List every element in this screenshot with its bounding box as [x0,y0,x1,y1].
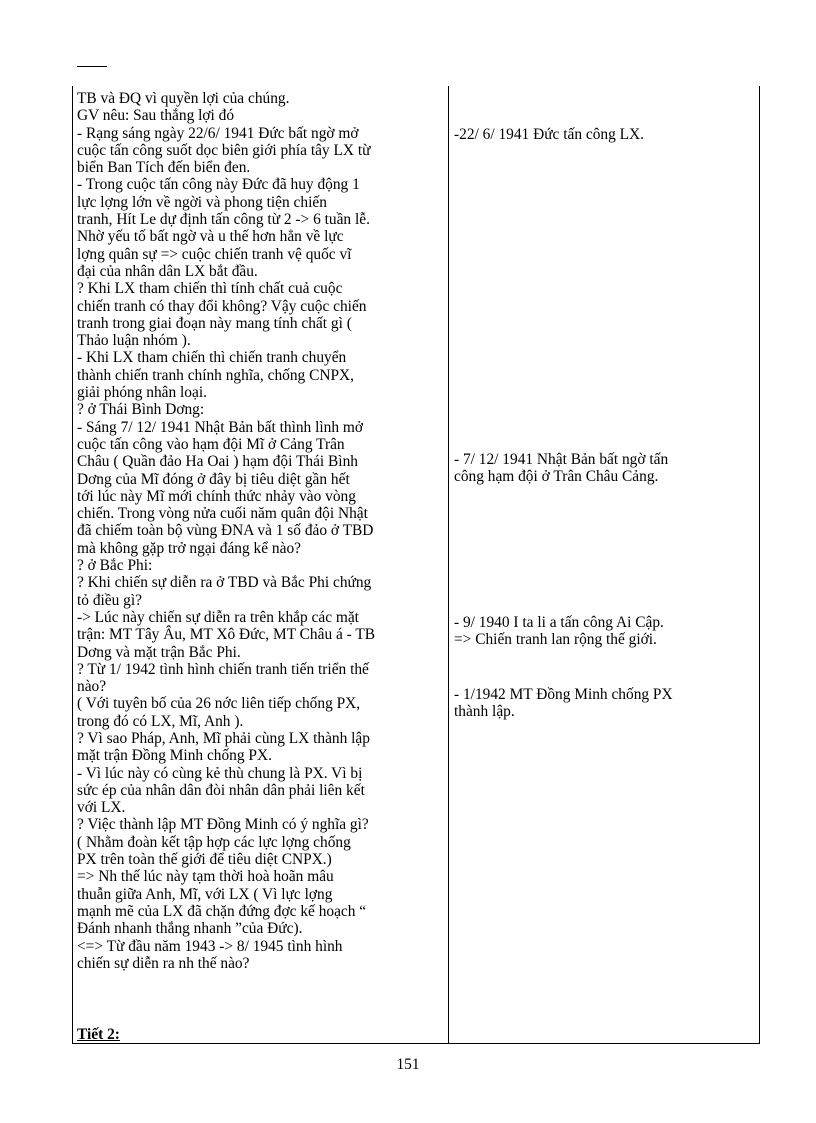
right-line: - 7/ 12/ 1941 Nhật Bản bất ngờ tấn [454,451,669,468]
left-line: tranh trong giai đoạn này mang tính chất gì ( [77,314,352,332]
left-line: cuộc tấn công vào hạm đội Mĩ ở Cảng Trân [77,435,345,453]
left-line: mà không gặp trở ngại đáng kể nào? [77,539,301,557]
left-line: ? Vì sao Pháp, Anh, Mĩ phải cùng LX thành lập [77,729,370,747]
left-line: giải phóng nhân loại. [77,384,207,402]
left-line: - Rạng sáng ngày 22/6/ 1941 Đức bất ngờ mở [77,124,359,142]
left-line: => Nh thế lúc này tạm thời hoà hoãn mâu [77,868,334,886]
left-line: -> Lúc này chiến sự diễn ra trên khắp các mặt [77,608,359,626]
left-line: ? ở Bắc Phi: [77,557,153,575]
left-line: biển Ban Tích đến biển đen. [77,159,251,177]
right-note-3 [454,614,754,649]
column-divider [448,86,449,1044]
left-line: - Khi LX tham chiến thì chiến tranh chuyển [77,349,347,367]
right-line: công hạm đội ở Trân Châu Cảng. [454,468,659,486]
left-line: ( Với tuyên bố của 26 nớc liên tiếp chống PX, [77,695,361,713]
left-line: ? Khi LX tham chiến thì tính chất cuả cuộc [77,280,343,298]
left-line: - Vì lúc này có cùng kẻ thù chung là PX. Vì bị [77,764,363,782]
left-line: chiến. Trong vòng nửa cuối năm quân đội Nhật [77,505,368,523]
right-line: - 9/ 1940 I ta li a tấn công Ai Cập. [454,614,664,631]
left-line: thuẫn giữa Anh, Mĩ, với LX ( Vì lực lợng [77,885,333,903]
right-line: => Chiến tranh lan rộng thế giới. [454,631,657,649]
right-note-4 [454,686,754,721]
left-line: ? Từ 1/ 1942 tình hình chiến tranh tiến triển thế [77,660,369,678]
left-line: đã chiếm toàn bộ vùng ĐNA và 1 số đảo ở TBD [77,522,374,540]
left-line: - Sáng 7/ 12/ 1941 Nhật Bản bất thình lình mở [77,418,364,436]
left-line: ? Việc thành lập MT Đồng Minh có ý nghĩa gì? [77,816,369,834]
left-line: trận: MT Tây Âu, MT Xô Đức, MT Châu á - TB [77,626,376,644]
left-line: ? ở Thái Bình Dơng: [77,401,205,419]
left-line: Thảo luận nhóm ). [77,332,191,350]
left-line: tranh, Hít Le dự định tấn công từ 2 -> 6 tuần lễ. [77,211,370,229]
left-line: PX trên toàn thế giới để tiêu diệt CNPX.) [77,851,332,869]
left-line: TB và ĐQ vì quyền lợi của chúng. [77,90,290,107]
left-line: - Trong cuộc tấn công này Đức đã huy động 1 [77,176,360,194]
left-line: mặt trận Đồng Minh chống PX. [77,747,272,765]
left-line: cuộc tấn công suốt dọc biên giới phía tây LX từ [77,141,371,159]
page-number: 151 [396,1056,420,1073]
right-note-1 [454,126,754,143]
left-line: tỏ điều gì? [77,591,142,609]
right-line: thành lập. [454,703,515,721]
left-line: chiến tranh có thay đổi không? Vậy cuộc chiến [77,297,367,315]
left-line: trong đó có LX, Mĩ, Anh ). [77,712,244,730]
left-line: chiến sự diễn ra nh thế nào? [77,954,250,972]
right-note-2 [454,451,754,486]
left-line: Dơng và mặt trận Bắc Phi. [77,643,241,661]
header-rule [77,66,107,67]
left-line: ? Khi chiến sự diễn ra ở TBD và Bắc Phi chứng [77,574,372,592]
left-line: ( Nhằm đoàn kết tập hợp các lực lợng chống [77,833,351,851]
left-line: lực lợng lớn về ngời và phong tiện chiến [77,193,327,211]
left-line: đại của nhân dân LX bắt đầu. [77,262,258,280]
section-heading: Tiết 2: [77,1026,120,1043]
left-line: tới lúc này Mĩ mới chính thức nhảy vào vòng [77,487,356,505]
left-line: Dơng của Mĩ đóng ở đây bị tiêu diệt gần hết [77,470,350,488]
right-line: - 1/1942 MT Đồng Minh chống PX [454,686,673,703]
left-line: sức ép của nhân dân đòi nhân dân phải liên kết [77,781,365,799]
left-line: lợng quân sự => cuộc chiến tranh vệ quốc vĩ [77,245,352,263]
left-column [77,90,439,972]
left-line: GV nêu: Sau thắng lợi đó [77,107,235,125]
left-line: nào? [77,678,107,696]
left-line: <=> Từ đầu năm 1943 -> 8/ 1945 tình hình [77,937,343,955]
right-line: -22/ 6/ 1941 Đức tấn công LX. [454,126,645,143]
left-line: Châu ( Quần đảo Ha Oai ) hạm đội Thái Bình [77,453,358,471]
left-line: thành chiến tranh chính nghĩa, chống CNPX, [77,366,354,384]
left-line: Nhờ yếu tố bất ngờ và u thế hơn hẳn về lực [77,228,344,246]
left-line: với LX. [77,799,126,817]
left-line: Đánh nhanh thắng nhanh ”của Đức). [77,920,303,938]
left-line: mạnh mẽ của LX đã chặn đứng đợc kế hoạch “ [77,902,367,920]
